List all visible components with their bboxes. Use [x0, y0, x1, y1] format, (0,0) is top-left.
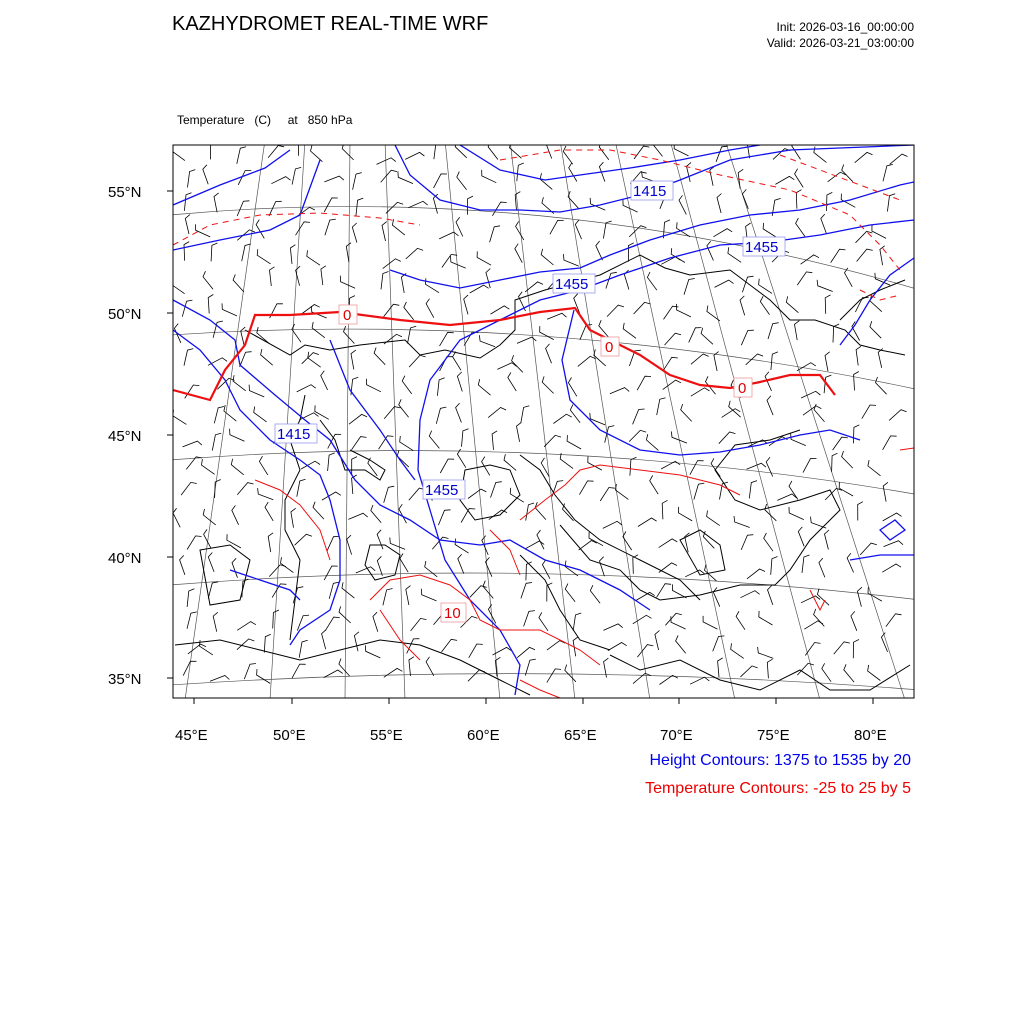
lon-label: 75°E	[757, 727, 790, 744]
lon-label: 50°E	[273, 727, 306, 744]
temperature-label: 0	[343, 307, 352, 324]
height-legend: Height Contours: 1375 to 1535 by 20	[649, 752, 911, 769]
temperature-label: 0	[738, 380, 747, 397]
plot-area	[173, 145, 914, 698]
height-label: 1455	[425, 482, 459, 499]
lat-label: 55°N	[108, 184, 142, 201]
lon-ticks	[194, 698, 873, 704]
lon-label: 80°E	[854, 727, 887, 744]
field-temperature: Temperature (C) at 850 hPa	[177, 113, 353, 127]
init-time: Init: 2026-03-16_00:00:00	[776, 20, 914, 34]
temperature-label: 10	[444, 605, 461, 622]
height-label: 1455	[555, 276, 589, 293]
lon-label: 45°E	[175, 727, 208, 744]
lon-label: 55°E	[370, 727, 403, 744]
temperature-label: 0	[605, 339, 614, 356]
lon-label: 70°E	[660, 727, 693, 744]
valid-time: Valid: 2026-03-21_03:00:00	[766, 36, 914, 50]
height-label: 1415	[633, 183, 667, 200]
lat-label: 35°N	[108, 671, 142, 688]
lat-ticks	[167, 191, 173, 678]
lat-label: 50°N	[108, 306, 142, 323]
height-label: 1415	[277, 426, 311, 443]
lon-label: 65°E	[564, 727, 597, 744]
lat-label: 45°N	[108, 428, 142, 445]
temperature-legend: Temperature Contours: -25 to 25 by 5	[645, 780, 911, 797]
map-title: KAZHYDROMET REAL-TIME WRF	[172, 13, 489, 35]
lon-label: 60°E	[467, 727, 500, 744]
height-label: 1455	[745, 239, 779, 256]
lat-label: 40°N	[108, 550, 142, 567]
